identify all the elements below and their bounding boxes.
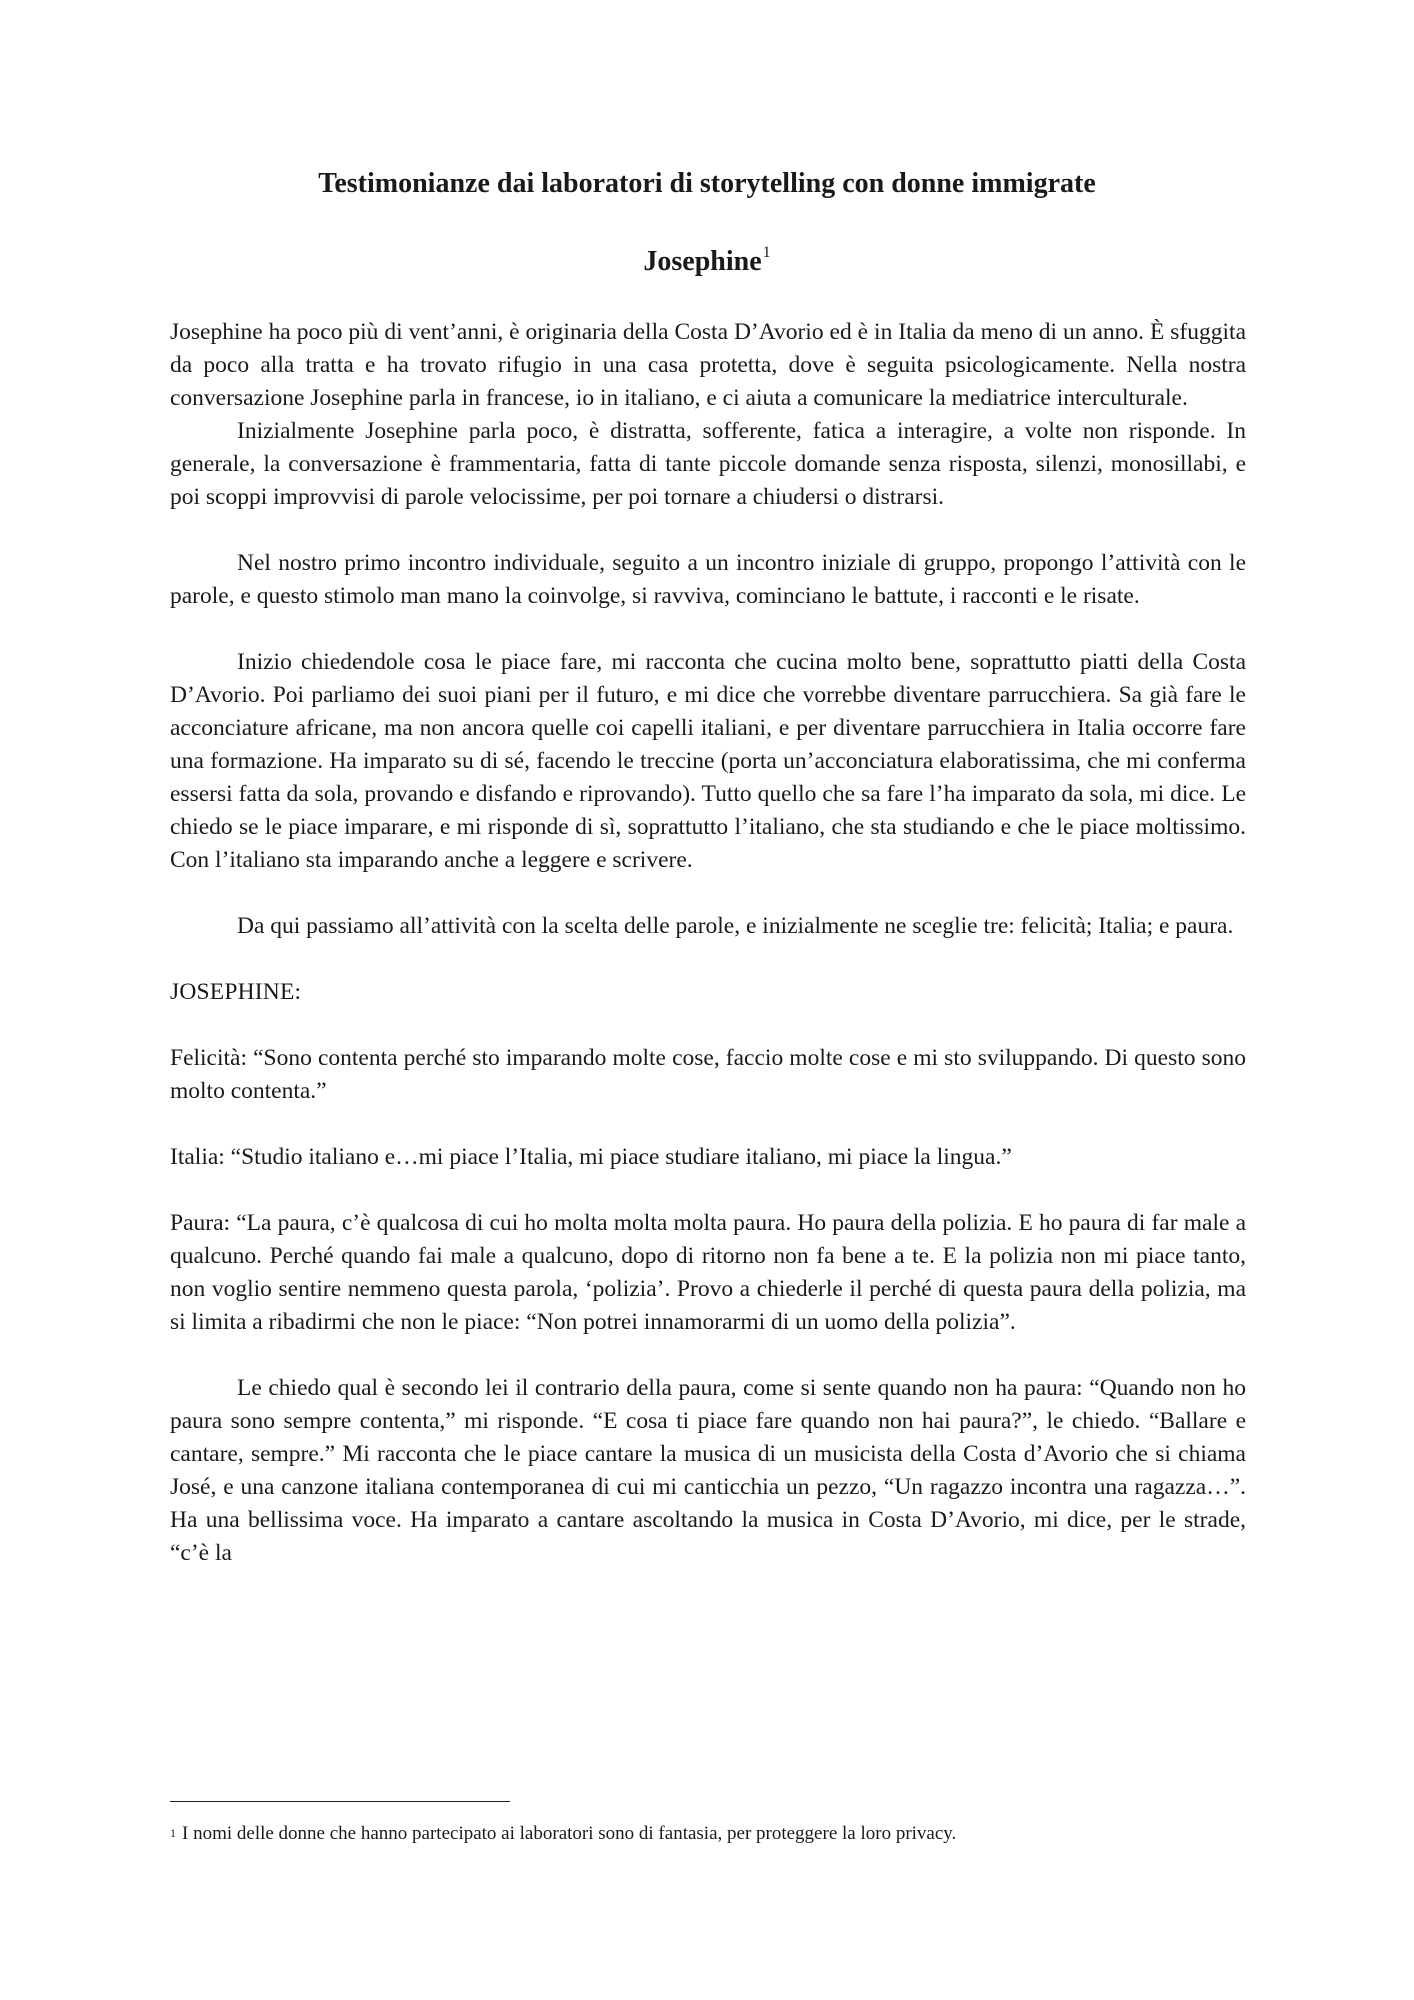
footnote: [170, 1822, 1246, 1846]
paragraph-contrary: Le chiedo qual è secondo lei il contrario della paura, come si sente quando non ha paura: “Quando non ho paura sono sempre contenta,” mi risponde. “E cosa ti piace fare quando non hai paura?”, le chiedo. “Ballare e cantare, sempre.” Mi racconta che le piace cantare la musica di un musicista della Costa d’Avorio che si chiama José, e una canzone italiana contemporanea di cui mi canticchia un pezzo, “Un ragazzo incontra una ragazza…”. Ha una bellissima voce. Ha imparato a cantare ascoltando la musica in Costa D’Avorio, mi dice, per le strade, “c’è la: [170, 1375, 1246, 1566]
paragraph-paura: Paura: “La paura, c’è qualcosa di cui ho molta molta molta paura. Ho paura della polizia. E ho paura di far male a qualcuno. Perché quando fai male a qualcuno, dopo di ritorno non fa bene a te. E la polizia non mi piace tanto, non voglio sentire nemmeno questa parola, ‘polizia’. Provo a chiederle il perché di questa paura della polizia, ma si limita a ribadirmi che non le piace: “Non potrei innamorarmi di un uomo della polizia”.: [170, 1210, 1246, 1335]
paragraph-felicita: Felicità: “Sono contenta perché sto imparando molte cose, faccio molte cose e mi sto sviluppando. Di questo sono molto contenta.”: [170, 1045, 1246, 1104]
paragraph-interests: Inizio chiedendole cosa le piace fare, mi racconta che cucina molto bene, soprattutto piatti della Costa D’Avorio. Poi parliamo dei suoi piani per il futuro, e mi dice che vorrebbe diventare parrucchiera. Sa già fare le acconciature africane, ma non ancora quelle coi capelli italiani, e per diventare parrucchiera in Italia occorre fare una formazione. Ha imparato su di sé, facendo le treccine (porta un’acconciatura elaboratissima, che mi conferma essersi fatta da sola, provando e disfando e riprovando). Tutto quello che sa fare l’ha imparato da sola, mi dice. Le chiedo se le piace imparare, e mi risponde di sì, soprattutto l’italiano, che sta studiando e che le piace moltissimo. Con l’italiano sta imparando anche a leggere e scrivere.: [170, 649, 1246, 873]
paragraph-italia: Italia: “Studio italiano e…mi piace l’Italia, mi piace studiare italiano, mi piace la lingua.”: [170, 1144, 1012, 1170]
paragraph-intro: Josephine ha poco più di vent’anni, è originaria della Costa D’Avorio ed è in Italia da meno di un anno. È sfuggita da poco alla tratta e ha trovato rifugio in una casa protetta, dove è seguita psicologicamente. Nella nostra conversazione Josephine parla in francese, io in italiano, e ci aiuta a comunicare la mediatrice interculturale.: [170, 319, 1246, 411]
paragraph-word-choice: Da qui passiamo all’attività con la scelta delle parole, e inizialmente ne sceglie tre: felicità; Italia; e paura.: [237, 913, 1234, 939]
footnote-reference[interactable]: 1: [762, 244, 771, 261]
section-heading-text: Josephine: [643, 246, 762, 277]
footnote-mark: 1: [170, 1826, 176, 1840]
footnote-text: I nomi delle donne che hanno partecipato ai laboratori sono di fantasia, per proteggere la loro privacy.: [182, 1823, 957, 1844]
footnote-divider: [170, 1801, 510, 1802]
paragraph-first-meeting: Nel nostro primo incontro individuale, seguito a un incontro iniziale di gruppo, propongo l’attività con le parole, e questo stimolo man mano la coinvolge, si ravviva, cominciano le battute, i racconti e le risate.: [170, 550, 1246, 609]
document-body: [170, 316, 1246, 1570]
document-title: Testimonianze dai laboratori di storytelling con donne immigrate: [318, 168, 1096, 199]
speaker-label: JOSEPHINE:: [170, 979, 302, 1005]
paragraph-conversation: Inizialmente Josephine parla poco, è distratta, sofferente, fatica a interagire, a volte non risponde. In generale, la conversazione è frammentaria, fatta di tante piccole domande senza risposta, silenzi, monosillabi, e poi scoppi improvvisi di parole velocissime, per poi tornare a chiudersi o distrarsi.: [170, 418, 1246, 510]
section-heading: [0, 246, 1414, 278]
